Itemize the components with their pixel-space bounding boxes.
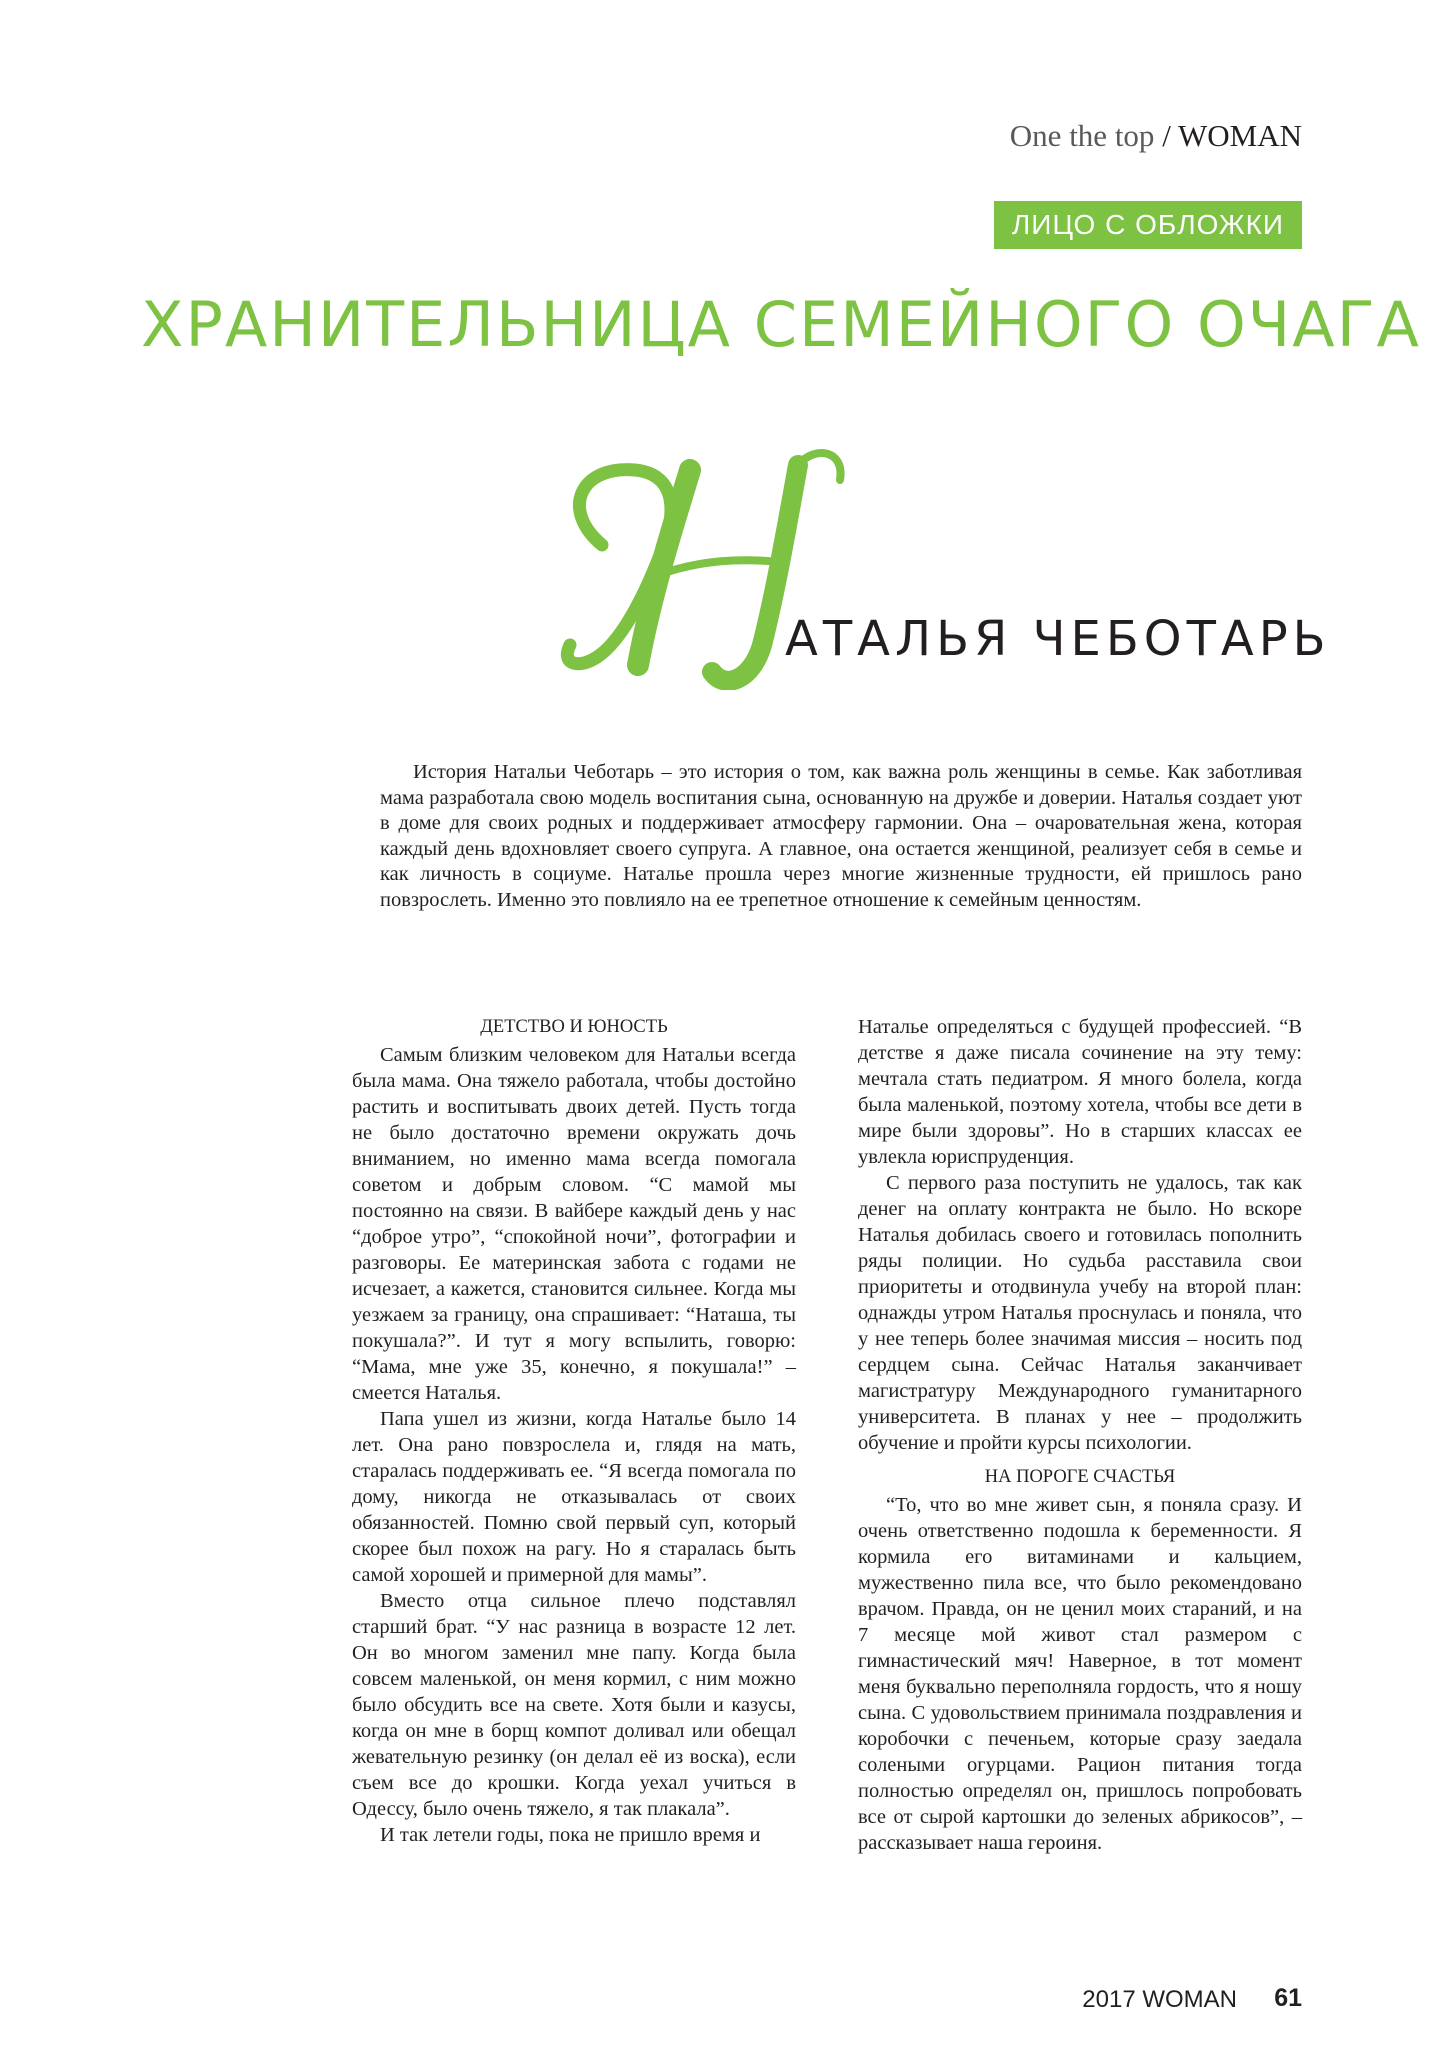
article-headline: ХРАНИТЕЛЬНИЦА СЕМЕЙНОГО ОЧАГА: [141, 288, 1421, 361]
section-tag: ЛИЦО С ОБЛОЖКИ: [994, 201, 1302, 249]
subheading-childhood: ДЕТСТВО И ЮНОСТЬ: [480, 1017, 668, 1037]
body-paragraph: Наталье определяться с будущей профессией. “В детстве я даже писала сочинение на эту тему: мечтала стать педиатром. Я много болела, когда была маленькой, поэтому хотела, чтобы все дети в мире были здоровы”. Но в старших классах ее увлекла юриспруденция.: [858, 1016, 1302, 1168]
body-paragraph: Вместо отца сильное плечо подставлял старший брат. “У нас разница в возрасте 12 лет. Он во многом заменил мне папу. Когда была совсем маленькой, он меня кормил, с ним можно было обсудить все на свете. Хотя были и казусы, когда он мне в борщ компот доливал или обещал жевательную резинку (он делал её из воска), если съем все до крошки. Когда уехал учиться в Одессу, было очень тяжело, я так плакала”.: [352, 1590, 796, 1820]
magazine-header: [1010, 118, 1302, 154]
lead-paragraph: История Натальи Чеботарь – это история о том, как важна роль женщины в семье. Как заботливая мама разработала свою модель воспитания сына, основанную на дружбе и доверии. Наталья создает уют в доме для своих родных и поддерживает атмосферу гармонии. Она – очаровательная жена, которая каждый день вдохновляет своего супруга. А главное, она остается женщиной, реализует себя в семье и как личность в социуме. Наталье прошла через многие жизненные трудности, ей пришлось рано повзрослеть. Именно это повлияло на ее трепетное отношение к семейным ценностям.: [380, 761, 1302, 911]
section-brand: One the top: [1009, 118, 1155, 153]
page-number: 61: [1274, 1984, 1302, 2012]
body-paragraph: С первого раза поступить не удалось, так как денег на оплату контракта не было. Но вскоре Наталья добилась своего и готовилась пополнить ряды полиции. Но судьба расставила свои приоритеты и отодвинула учебу на второй план: однажды утром Наталья проснулась и поняла, что у нее теперь более значимая миссия – носить под сердцем сына. Сейчас Наталья заканчивает магистратуру Международного гуманитарного университета. В планах у нее – продолжить обучение и пройти курсы психологии.: [858, 1172, 1302, 1454]
body-paragraph: И так летели годы, пока не пришло время и: [380, 1824, 761, 1846]
body-paragraph: Самым близким человеком для Натальи всегда была мама. Она тяжело работала, чтобы достойно растить и воспитывать двоих детей. Пусть тогда не было достаточно времени окружать дочь вниманием, но именно мама всегда помогала советом и добрым словом. “С мамой мы постоянно на связи. В вайбере каждый день у нас “доброе утро”, “спокойной ночи”, фотографии и разговоры. Ее материнская забота с годами не исчезает, а кажется, становится сильнее. Когда мы уезжаем за границу, она спрашивает: “Наташа, ты покушала?”. И тут я могу вспылить, говорю: “Мама, мне уже 35, конечно, я покушала!” – смеется Наталья.: [352, 1044, 796, 1404]
body-paragraph: Папа ушел из жизни, когда Наталье было 14 лет. Она рано повзрослела и, глядя на мать, старалась поддерживать ее. “Я всегда помогала по дому, никогда не отказывалась от своих обязанностей. Помню свой первый суп, который скорее был похож на рагу. Но я старалась быть самой хорошей и примерной для мамы”.: [352, 1408, 796, 1586]
header-separator: /: [1154, 118, 1178, 153]
right-column: [858, 1014, 1302, 1856]
person-name: АТАЛЬЯ ЧЕБОТАРЬ: [785, 611, 1331, 667]
body-paragraph: “То, что во мне живет сын, я поняла сразу. И очень ответственно подошла к беременности. Я кормила его витаминами и кальцием, мужественно пила все, что было рекомендовано врачом. Правда, он не ценил моих стараний, и на 7 месяце мой живот стал размером с гимнастический мяч! Наверное, в тот момент меня буквально переполняла гордость, что я ношу сына. С удовольствием принимала поздравления и коробочки с печеньем, которые сразу заедала солеными огурцами. Рацион питания тогда полностью определял он, пришлось попробовать все от сырой картошки до зеленых абрикосов”, – рассказывает наша героиня.: [858, 1494, 1302, 1854]
left-column: [352, 1014, 796, 1848]
footer-label: 2017 WOMAN: [1082, 1986, 1237, 2013]
subheading-happiness: НА ПОРОГЕ СЧАСТЬЯ: [984, 1467, 1176, 1487]
magazine-name: WOMAN: [1178, 118, 1302, 153]
initial-letter-text: Н: [540, 440, 541, 441]
